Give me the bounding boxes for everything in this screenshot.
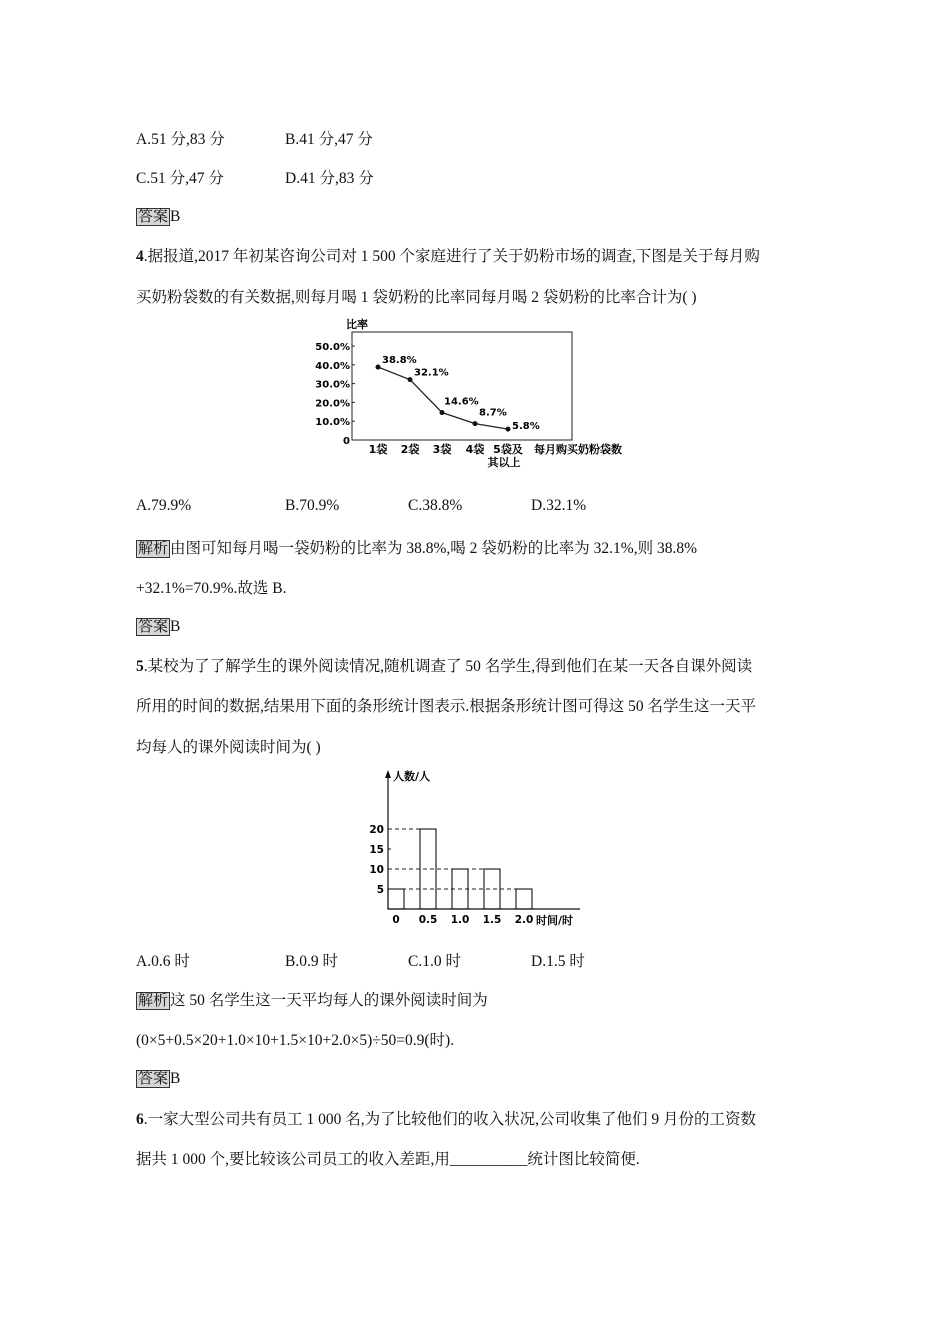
q5-analysis-line2: (0×5+0.5×20+1.0×10+1.5×10+2.0×5)÷50=0.9(时). <box>136 1032 455 1049</box>
q4-answer-row <box>136 615 180 636</box>
bar <box>388 889 404 909</box>
data-point <box>440 410 445 415</box>
q4-line-chart <box>315 316 646 476</box>
y-tick-label: 10.0% <box>315 417 350 429</box>
q4-analysis-line1 <box>136 536 697 558</box>
analysis-tag: 解析 <box>138 541 169 557</box>
y-axis-arrow <box>385 770 391 778</box>
data-label: 8.7% <box>479 407 507 419</box>
q4-analysis-text: 由图可知每月喝一袋奶粉的比率为 38.8%,喝 2 袋奶粉的比率为 32.1%,则 38.8% <box>170 540 698 557</box>
y-tick-label: 15 <box>369 844 384 856</box>
y-axis-label: 人数/人 <box>393 770 431 783</box>
q6-text-line1 <box>136 1107 756 1129</box>
q3-option-c: C.51 分,47 分 <box>136 170 224 187</box>
y-axis-label: 比率 <box>346 318 368 331</box>
bar <box>516 889 532 909</box>
x-tick-label: 1.5 <box>482 914 502 926</box>
y-tick-label: 10 <box>369 864 384 876</box>
y-tick-label: 0 <box>343 436 350 447</box>
x-tick-label: 1.0 <box>450 914 470 926</box>
q3-option-d: D.41 分,83 分 <box>285 170 374 187</box>
analysis-tag: 解析 <box>138 993 169 1009</box>
q4-number: 4 <box>136 248 144 265</box>
q5-analysis-line1 <box>136 988 488 1010</box>
q5-bar-chart <box>360 766 590 936</box>
y-tick-label: 5 <box>376 884 384 896</box>
q4-text-line1 <box>136 244 760 266</box>
q3-option-b: B.41 分,47 分 <box>285 131 373 148</box>
data-label: 38.8% <box>382 355 417 367</box>
y-tick-label: 40.0% <box>315 360 350 372</box>
data-point <box>376 365 381 370</box>
x-tick-label: 0 <box>392 914 400 926</box>
y-tick-label: 30.0% <box>315 379 350 391</box>
x-axis-label: 每月购买奶粉袋数 <box>534 443 622 456</box>
data-label: 14.6% <box>444 396 479 408</box>
q4-analysis-line2: +32.1%=70.9%.故选 B. <box>136 580 287 597</box>
q4-answer: B <box>170 618 181 635</box>
q5-answer-row <box>136 1067 180 1088</box>
q5-analysis-text: 这 50 名学生这一天平均每人的课外阅读时间为 <box>170 992 488 1009</box>
data-point <box>506 427 511 432</box>
y-tick-label: 50.0% <box>315 342 350 353</box>
q5-answer: B <box>170 1070 181 1087</box>
x-tick-label: 1袋 <box>368 443 388 456</box>
q6-text-line2: 据共 1 000 个,要比较该公司员工的收入差距,用__________统计图比较简便. <box>136 1151 640 1168</box>
x-tick-label: 3袋 <box>432 443 452 456</box>
answer-tag: 答案 <box>138 619 169 635</box>
q4-option-d: D.32.1% <box>531 497 587 514</box>
q5-number: 5 <box>136 658 144 675</box>
x-tick-label: 0.5 <box>418 914 438 926</box>
q5-text: .某校为了了解学生的课外阅读情况,随机调查了 50 名学生,得到他们在某一天各自课外阅读 <box>143 658 753 675</box>
y-tick-label: 20.0% <box>315 398 350 410</box>
q4-option-b: B.70.9% <box>285 497 340 514</box>
q5-text-line3: 均每人的课外阅读时间为( ) <box>136 739 321 756</box>
q4-text: .据报道,2017 年初某咨询公司对 1 500 个家庭进行了关于奶粉市场的调查,下图是关于每月购 <box>143 248 760 265</box>
q4-option-a: A.79.9% <box>136 497 192 514</box>
q5-text-line2: 所用的时间的数据,结果用下面的条形统计图表示.根据条形统计图可得这 50 名学生这一天平 <box>136 698 757 715</box>
answer-tag: 答案 <box>138 1071 169 1087</box>
q5-text-line1 <box>136 654 752 676</box>
x-tick-label: 2.0 <box>514 914 534 926</box>
q5-option-d: D.1.5 时 <box>531 953 585 970</box>
q3-option-a: A.51 分,83 分 <box>136 131 225 148</box>
q4-option-c: C.38.8% <box>408 497 463 514</box>
y-tick-label: 20 <box>369 824 384 836</box>
data-point <box>473 421 478 426</box>
data-label: 5.8% <box>512 421 540 433</box>
answer-tag: 答案 <box>138 209 169 225</box>
data-label: 32.1% <box>414 367 449 379</box>
q4-text-line2: 买奶粉袋数的有关数据,则每月喝 1 袋奶粉的比率同每月喝 2 袋奶粉的比率合计为( ) <box>136 289 697 306</box>
q5-option-b: B.0.9 时 <box>285 953 338 970</box>
q5-option-c: C.1.0 时 <box>408 953 461 970</box>
q5-option-a: A.0.6 时 <box>136 953 190 970</box>
data-point <box>408 377 413 382</box>
q3-answer: B <box>170 208 181 225</box>
q6-text: .一家大型公司共有员工 1 000 名,为了比较他们的收入状况,公司收集了他们 9 月份的工资数 <box>143 1111 757 1128</box>
x-axis-label: 时间/时 <box>536 914 574 927</box>
x-tick-label: 4袋 <box>465 443 485 456</box>
x-tick-label: 其以上 <box>487 456 521 469</box>
x-tick-label: 2袋 <box>400 443 420 456</box>
q3-answer-row <box>136 205 180 226</box>
x-tick-label: 5袋及 <box>493 443 523 456</box>
q6-number: 6 <box>136 1111 144 1128</box>
